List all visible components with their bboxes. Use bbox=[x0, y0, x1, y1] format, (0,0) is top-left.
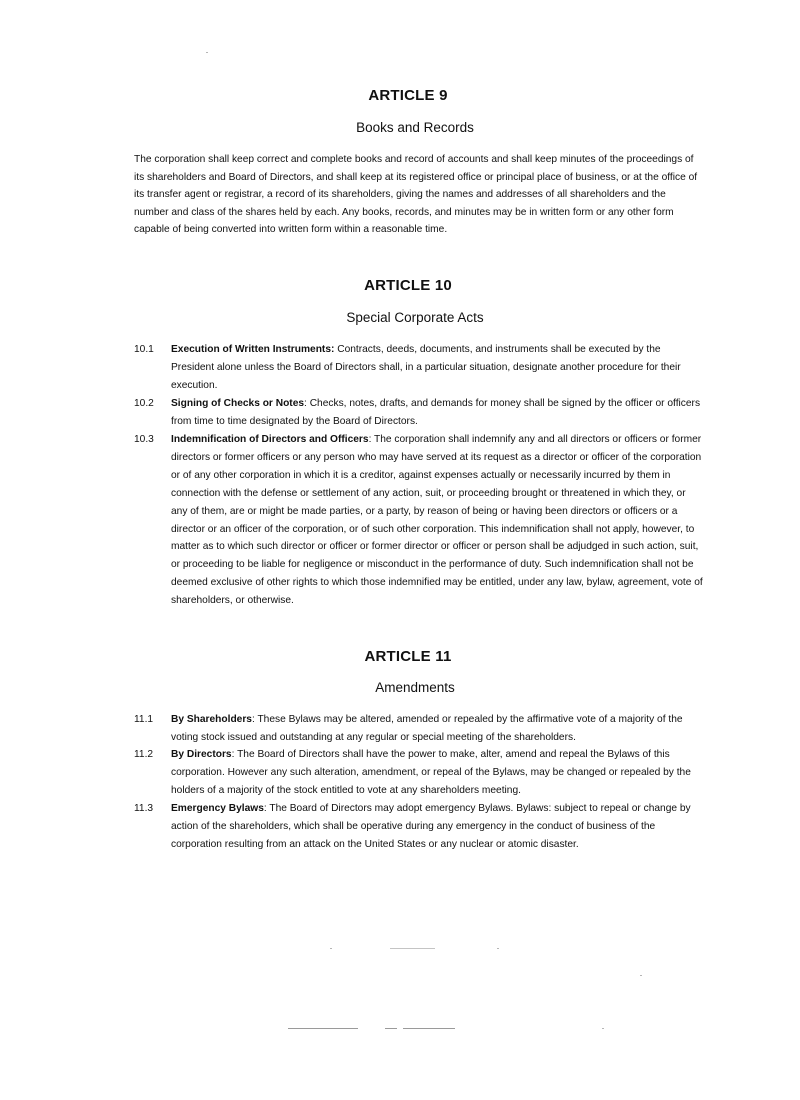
section-heading: By Directors bbox=[171, 749, 232, 760]
section-number: 11.3 bbox=[134, 803, 154, 814]
section-number: 10.2 bbox=[134, 398, 154, 409]
article-10-subtitle: Special Corporate Acts bbox=[346, 310, 484, 325]
scan-artifact bbox=[640, 975, 642, 976]
scan-artifact bbox=[206, 52, 208, 53]
scan-artifact bbox=[602, 1028, 604, 1029]
section-body bbox=[171, 395, 704, 431]
section-text: : The corporation shall indemnify any and all directors or officers or former directors or former officers or any person who may have served at its request as a director or officer of the corporation or of any other corporation in which it is a creditor, against expenses actually or necessarily incurred by them in connection with the defense or settlement of any action, suit, or proceeding brought or threatened in which they, or any of them, are or might be made parties, or a party, by reason of being or having been directors or officers or a director or an officer of the corporation, or of such other corporation. This indemnification shall not apply, however, to matter as to which such director or officer or former director or officer or person shall be adjudged in such action, suit, or proceeding to be liable for negligence or misconduct in the performance of duty. Such indemnification shall not be deemed exclusive of other rights to which those indemnified may be entitled, under any law, bylaw, agreement, vote of shareholders, or otherwise. bbox=[171, 434, 703, 607]
section-heading: Execution of Written Instruments: bbox=[171, 344, 335, 355]
section-heading: By Shareholders bbox=[171, 714, 252, 725]
article-9-title: ARTICLE 9 bbox=[368, 87, 448, 104]
article-11-subtitle: Amendments bbox=[375, 680, 455, 695]
section-body bbox=[171, 431, 704, 610]
article-9-subtitle: Books and Records bbox=[356, 120, 474, 135]
scan-artifact bbox=[403, 1028, 455, 1029]
scan-artifact bbox=[330, 948, 332, 949]
section-text: : The Board of Directors may adopt emergency Bylaws. Bylaws: subject to repeal or change by action of the shareholders, which shall be operative during any emergency in the conduct of business of the corporation resulting from an attack on the United States or any nuclear or atomic disaster. bbox=[171, 803, 691, 850]
section-body bbox=[171, 800, 704, 854]
section-number: 11.1 bbox=[134, 714, 154, 725]
scan-artifact bbox=[497, 948, 499, 949]
article-11-title: ARTICLE 11 bbox=[364, 648, 452, 665]
scan-artifact bbox=[385, 1028, 397, 1029]
section-body bbox=[171, 711, 704, 747]
section-text: Contracts, deeds, documents, and instruments shall be executed by the President alone unless the Board of Directors shall, in a particular situation, designate another procedure for their execution. bbox=[171, 344, 681, 391]
section-body bbox=[171, 341, 704, 395]
section-body bbox=[171, 746, 704, 800]
section-number: 11.2 bbox=[134, 749, 154, 760]
section-number: 10.3 bbox=[134, 434, 154, 445]
scan-artifact bbox=[288, 1028, 358, 1029]
section-heading: Indemnification of Directors and Officers bbox=[171, 434, 369, 445]
article-10-title: ARTICLE 10 bbox=[364, 277, 452, 294]
scan-artifact bbox=[390, 948, 435, 949]
section-text: : The Board of Directors shall have the power to make, alter, amend and repeal the Bylaws of this corporation. However any such alteration, amendment, or repeal of the Bylaws, may be changed or repealed by the holders of a majority of the stock entitled to vote at any shareholders meeting. bbox=[171, 749, 691, 796]
section-text: : Checks, notes, drafts, and demands for money shall be signed by the officer or officers from time to time designated by the Board of Directors. bbox=[171, 398, 701, 427]
section-number: 10.1 bbox=[134, 344, 154, 355]
section-heading: Signing of Checks or Notes bbox=[171, 398, 305, 409]
article-9-body: The corporation shall keep correct and complete books and record of accounts and shall keep minutes of the proceedings of its shareholders and Board of Directors, and shall keep at its registered office or principal place of business, or at the office of its transfer agent or registrar, a record of its shareholders, giving the names and addresses of all shareholders and the number and class of the shares held by each. Any books, records, and minutes may be in written form or any other form capable of being converted into written form within a reasonable time. bbox=[134, 154, 698, 236]
section-heading: Emergency Bylaws bbox=[171, 803, 264, 814]
section-text: : These Bylaws may be altered, amended or repealed by the affirmative vote of a majority of the voting stock issued and outstanding at any regular or special meeting of the shareholders. bbox=[171, 714, 683, 743]
